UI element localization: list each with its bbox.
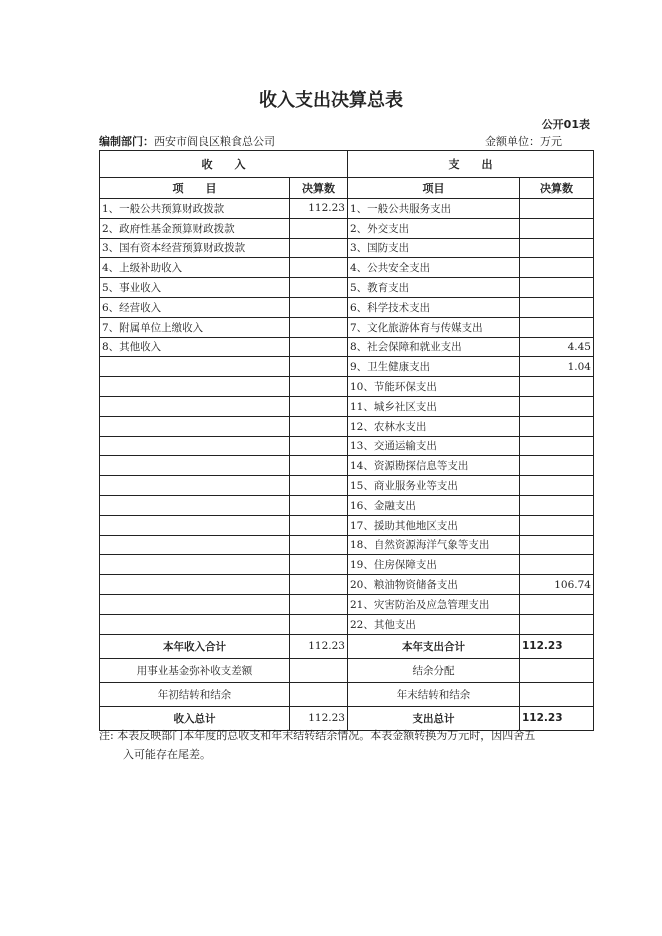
expense-amount: [520, 238, 594, 258]
income-amount: [290, 476, 348, 496]
summary-income-amount: [290, 682, 348, 706]
income-item: 5、事业收入: [100, 278, 290, 298]
table-row: [100, 555, 594, 575]
income-header: 收 入: [100, 151, 348, 178]
income-item: 4、上级补助收入: [100, 258, 290, 278]
summary-expense-amount: [520, 682, 594, 706]
income-item: 1、一般公共预算财政拨款: [100, 199, 290, 219]
summary-expense-label: 支出总计: [348, 706, 520, 730]
summary-expense-amount: 112.23: [520, 706, 594, 730]
summary-income-label: 年初结转和结余: [100, 682, 290, 706]
expense-header: 支 出: [348, 151, 594, 178]
expense-item: 18、自然资源海洋气象等支出: [348, 535, 520, 555]
income-amount: [290, 297, 348, 317]
expense-amount: [520, 377, 594, 397]
income-amount: [290, 416, 348, 436]
expense-item: 2、外交支出: [348, 218, 520, 238]
expense-item: 16、金融支出: [348, 495, 520, 515]
summary-income-label: 用事业基金弥补收支差额: [100, 658, 290, 682]
summary-row: [100, 634, 594, 658]
table-row: [100, 416, 594, 436]
income-item: [100, 476, 290, 496]
budget-table: [99, 150, 594, 731]
table-row: [100, 199, 594, 219]
income-amount: [290, 258, 348, 278]
expense-item: 1、一般公共服务支出: [348, 199, 520, 219]
income-item: [100, 594, 290, 614]
expense-item: 14、资源勘探信息等支出: [348, 456, 520, 476]
income-item: [100, 456, 290, 476]
department: [99, 133, 275, 149]
table-row: [100, 317, 594, 337]
income-amount: [290, 278, 348, 298]
summary-row: [100, 658, 594, 682]
note-line-1: 注: 本表反映部门本年度的总收支和年末结转结余情况。本表金额转换为万元时，因四舍五: [99, 729, 536, 742]
expense-amount: [520, 396, 594, 416]
expense-item: 17、援助其他地区支出: [348, 515, 520, 535]
income-item: [100, 377, 290, 397]
income-amount: [290, 357, 348, 377]
expense-item: 11、城乡社区支出: [348, 396, 520, 416]
income-item: 2、政府性基金预算财政拨款: [100, 218, 290, 238]
income-amount: [290, 456, 348, 476]
expense-amount: 1.04: [520, 357, 594, 377]
income-amount: 112.23: [290, 199, 348, 219]
income-amount: [290, 575, 348, 595]
expense-item: 19、住房保障支出: [348, 555, 520, 575]
expense-amount: [520, 555, 594, 575]
income-amount: [290, 555, 348, 575]
income-amount: [290, 495, 348, 515]
expense-item: 21、灾害防治及应急管理支出: [348, 594, 520, 614]
table-row: [100, 476, 594, 496]
expense-amount: [520, 495, 594, 515]
income-item: [100, 535, 290, 555]
summary-row: [100, 682, 594, 706]
summary-expense-amount: [520, 658, 594, 682]
income-amount: [290, 594, 348, 614]
income-item: [100, 416, 290, 436]
table-row: [100, 436, 594, 456]
income-amount: [290, 436, 348, 456]
expense-item: 15、商业服务业等支出: [348, 476, 520, 496]
income-item: 3、国有资本经营预算财政拨款: [100, 238, 290, 258]
income-item: 7、附属单位上缴收入: [100, 317, 290, 337]
amount-unit: 金额单位：万元: [485, 135, 562, 148]
income-item: 6、经营收入: [100, 297, 290, 317]
expense-amount-header: 决算数: [520, 178, 594, 199]
income-item: [100, 614, 290, 634]
dept-label: 编制部门：: [99, 135, 154, 148]
expense-amount: [520, 278, 594, 298]
income-item: [100, 357, 290, 377]
summary-income-label: 收入总计: [100, 706, 290, 730]
expense-item: 5、教育支出: [348, 278, 520, 298]
income-amount: [290, 337, 348, 357]
expense-item: 8、社会保障和就业支出: [348, 337, 520, 357]
expense-item: 10、节能环保支出: [348, 377, 520, 397]
summary-income-amount: 112.23: [290, 706, 348, 730]
income-amount: [290, 218, 348, 238]
income-amount: [290, 614, 348, 634]
income-amount: [290, 535, 348, 555]
expense-amount: 4.45: [520, 337, 594, 357]
expense-amount: [520, 594, 594, 614]
table-row: [100, 515, 594, 535]
table-row: [100, 297, 594, 317]
expense-amount: [520, 297, 594, 317]
expense-amount: [520, 436, 594, 456]
table-row: [100, 357, 594, 377]
income-item-header: 项 目: [100, 178, 290, 199]
income-amount-header: 决算数: [290, 178, 348, 199]
expense-amount: [520, 416, 594, 436]
income-item: 8、其他收入: [100, 337, 290, 357]
table-row: [100, 614, 594, 634]
income-amount: [290, 515, 348, 535]
table-row: [100, 535, 594, 555]
expense-amount: [520, 317, 594, 337]
income-item: [100, 495, 290, 515]
summary-expense-label: 年末结转和结余: [348, 682, 520, 706]
expense-amount: 106.74: [520, 575, 594, 595]
expense-item: 12、农林水支出: [348, 416, 520, 436]
expense-amount: [520, 476, 594, 496]
form-number: 公开01表: [541, 118, 590, 131]
dept-name: 西安市阎良区粮食总公司: [154, 135, 275, 148]
table-row: [100, 337, 594, 357]
table-row: [100, 456, 594, 476]
income-amount: [290, 396, 348, 416]
expense-amount: [520, 535, 594, 555]
expense-item: 20、粮油物资储备支出: [348, 575, 520, 595]
table-row: [100, 278, 594, 298]
income-item: [100, 396, 290, 416]
income-amount: [290, 238, 348, 258]
table-row: [100, 495, 594, 515]
expense-item-header: 项目: [348, 178, 520, 199]
summary-income-amount: 112.23: [290, 634, 348, 658]
expense-amount: [520, 218, 594, 238]
expense-amount: [520, 199, 594, 219]
expense-amount: [520, 258, 594, 278]
expense-item: 3、国防支出: [348, 238, 520, 258]
summary-expense-label: 本年支出合计: [348, 634, 520, 658]
summary-income-amount: [290, 658, 348, 682]
income-item: [100, 575, 290, 595]
table-row: [100, 575, 594, 595]
summary-expense-amount: 112.23: [520, 634, 594, 658]
summary-income-label: 本年收入合计: [100, 634, 290, 658]
expense-item: 4、公共安全支出: [348, 258, 520, 278]
table-row: [100, 377, 594, 397]
table-row: [100, 258, 594, 278]
expense-amount: [520, 515, 594, 535]
income-amount: [290, 317, 348, 337]
table-row: [100, 218, 594, 238]
note-line-2: 入可能存在尾差。: [123, 748, 211, 761]
summary-expense-label: 结余分配: [348, 658, 520, 682]
expense-item: 13、交通运输支出: [348, 436, 520, 456]
income-amount: [290, 377, 348, 397]
expense-item: 7、文化旅游体育与传媒支出: [348, 317, 520, 337]
table-row: [100, 238, 594, 258]
expense-item: 9、卫生健康支出: [348, 357, 520, 377]
footnote: [99, 726, 569, 764]
income-item: [100, 436, 290, 456]
table-row: [100, 594, 594, 614]
expense-item: 6、科学技术支出: [348, 297, 520, 317]
table-row: [100, 396, 594, 416]
expense-item: 22、其他支出: [348, 614, 520, 634]
income-item: [100, 515, 290, 535]
expense-amount: [520, 456, 594, 476]
expense-amount: [520, 614, 594, 634]
income-item: [100, 555, 290, 575]
page-title: 收入支出决算总表: [259, 90, 403, 111]
